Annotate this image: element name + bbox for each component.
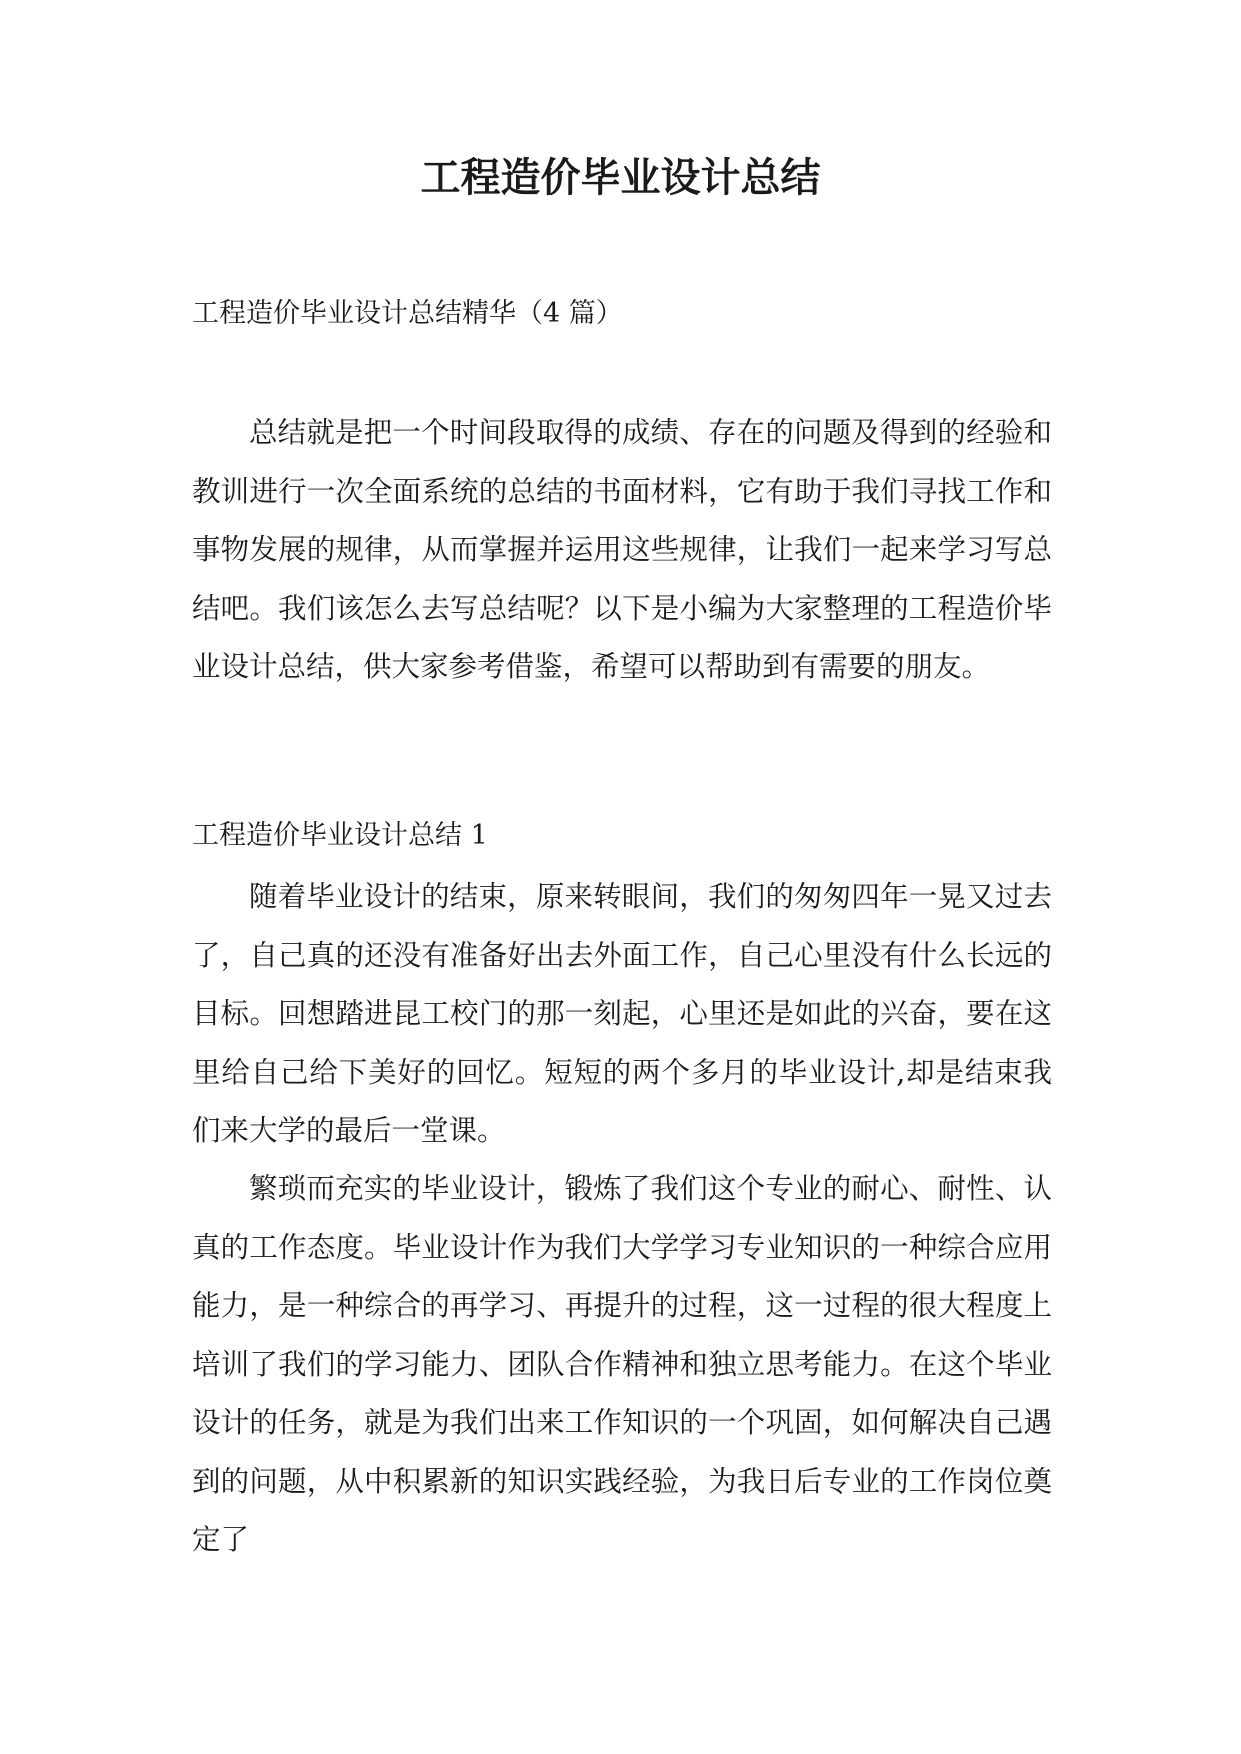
body-paragraph: 随着毕业设计的结束，原来转眼间，我们的匆匆四年一晃又过去了，自己真的还没有准备好出去外面工作，自己心里没有什么长远的目标。回想踏进昆工校门的那一刻起，心里还是如此的兴奋，要在这里给自己给下美好的回忆。短短的两个多月的毕业设计,却是结束我们来大学的最后一堂课。	[192, 880, 1052, 1147]
document-title: 工程造价毕业设计总结	[420, 155, 821, 201]
section-heading: 工程造价毕业设计总结 1	[192, 820, 488, 851]
document-subtitle: 工程造价毕业设计总结精华（4 篇）	[192, 298, 623, 329]
body-paragraph: 繁琐而充实的毕业设计，锻炼了我们这个专业的耐心、耐性、认真的工作态度。毕业设计作为我们大学学习专业知识的一种综合应用能力，是一种综合的再学习、再提升的过程，这一过程的很大程度上培训了我们的学习能力、团队合作精神和独立思考能力。在这个毕业设计的任务，就是为我们出来工作知识的一个巩固，如何解决自己遇到的问题，从中积累新的知识实践经验，为我日后专业的工作岗位奠定了	[192, 1172, 1052, 1556]
intro-paragraph: 总结就是把一个时间段取得的成绩、存在的问题及得到的经验和教训进行一次全面系统的总结的书面材料，它有助于我们寻找工作和事物发展的规律，从而掌握并运用这些规律，让我们一起来学习写总结吧。我们该怎么去写总结呢？以下是小编为大家整理的工程造价毕业设计总结，供大家参考借鉴，希望可以帮助到有需要的朋友。	[192, 416, 1052, 683]
